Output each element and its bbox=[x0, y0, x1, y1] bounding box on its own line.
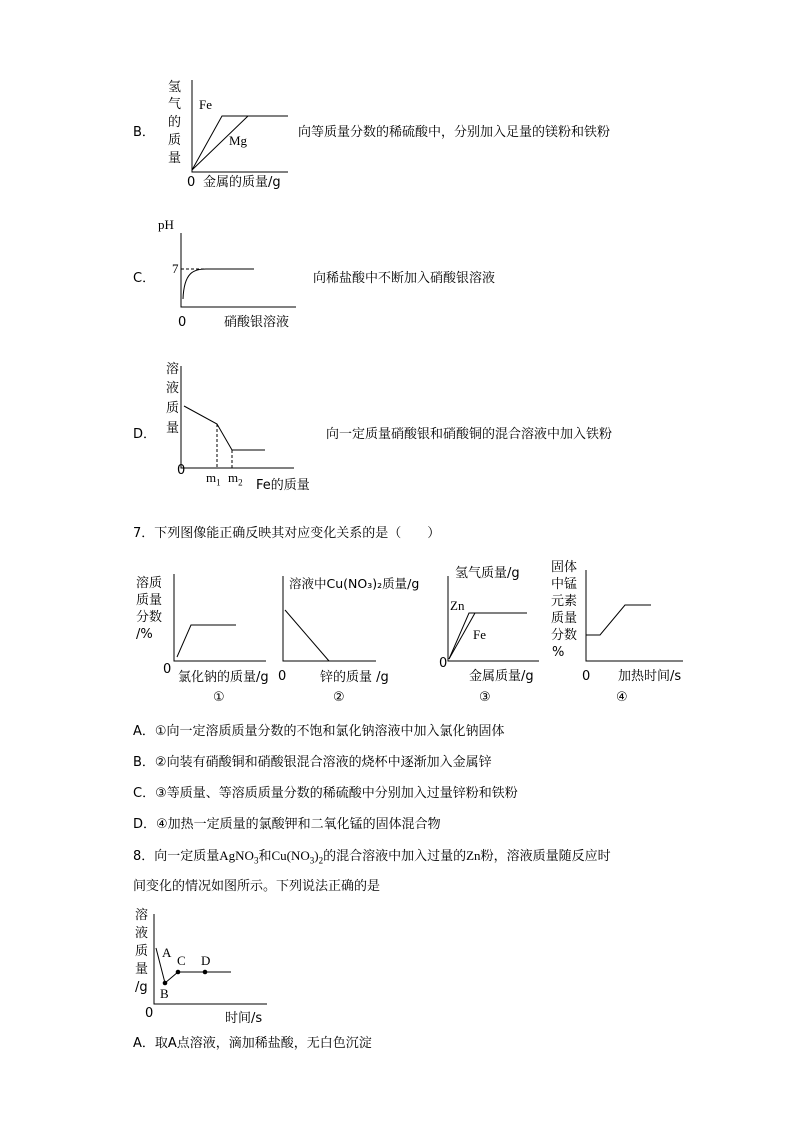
g3-line-zn bbox=[449, 613, 527, 659]
g1-xlabel: 氯化钠的质量/g bbox=[178, 670, 269, 685]
q8-point-d-label: D bbox=[201, 953, 211, 968]
q8-axes bbox=[154, 914, 267, 1004]
option-b-graph bbox=[192, 80, 288, 172]
g3-graph bbox=[448, 576, 539, 661]
g2-xlabel: 锌的质量 /g bbox=[320, 670, 389, 685]
g3-origin: 0 bbox=[439, 656, 448, 671]
g1-axes bbox=[174, 574, 266, 661]
option-b-xlabel: 金属的质量/g bbox=[203, 175, 281, 190]
g2-origin: 0 bbox=[278, 669, 287, 684]
option-b-ylabel-2: 气 bbox=[168, 97, 182, 112]
q7-option-c: C．③等质量、等溶质质量分数的稀硫酸中分别加入过量锌粉和铁粉 bbox=[133, 786, 518, 801]
g1-ylabel-2: 质量 bbox=[136, 593, 163, 608]
g4-graph bbox=[586, 570, 683, 661]
q8-point-c-label: C bbox=[177, 953, 186, 968]
g1-graph bbox=[174, 574, 266, 661]
q8-origin: 0 bbox=[145, 1006, 154, 1021]
option-b-ylabel-3: 的 bbox=[168, 115, 182, 130]
option-c-curve bbox=[183, 269, 254, 299]
q7-option-a: A．①向一定溶质质量分数的不饱和氯化钠溶液中加入氯化钠固体 bbox=[133, 724, 505, 739]
g2-ylabel: 溶液中Cu(NO₃)₂质量/g bbox=[289, 576, 420, 591]
g1-origin: 0 bbox=[163, 662, 172, 677]
option-d-graph bbox=[181, 366, 294, 468]
option-b-line-mg bbox=[192, 116, 248, 170]
option-b-axes bbox=[192, 80, 288, 172]
g3-xlabel: 金属质量/g bbox=[469, 669, 534, 684]
q8-ylabel-3: 质 bbox=[135, 944, 149, 959]
g3-number: ③ bbox=[479, 690, 491, 705]
option-b-series-mg: Mg bbox=[229, 133, 248, 148]
q8-stem-line1: 8．向一定质量AgNO$_3$和$Cu(NO_3)_2$的混合溶液中加入过量的Zn粉，溶液质量随反应时 bbox=[133, 848, 611, 866]
q7-option-d: D．④加热一定质量的氯酸钾和二氧化锰的固体混合物 bbox=[133, 817, 441, 832]
option-b-ylabel-1: 氢 bbox=[168, 80, 182, 95]
q8-point-a-label: A bbox=[162, 945, 172, 960]
option-d-ylabel-2: 液 bbox=[166, 381, 180, 396]
option-c-description: 向稀盐酸中不断加入硝酸银溶液 bbox=[313, 271, 496, 286]
g4-line bbox=[586, 605, 651, 635]
option-d-m2: $m_2$ bbox=[228, 470, 243, 488]
q8-stem-line2: 间变化的情况如图所示。下列说法正确的是 bbox=[133, 879, 381, 894]
option-d-axes bbox=[181, 366, 294, 468]
q8-line bbox=[156, 948, 231, 983]
q8-point-b bbox=[163, 981, 168, 986]
q8-point-b-label: B bbox=[160, 986, 169, 1001]
g2-line bbox=[285, 610, 329, 661]
g4-number: ④ bbox=[616, 690, 628, 705]
q8-ylabel-1: 溶 bbox=[135, 908, 149, 923]
q8-option-a: A．取A点溶液，滴加稀盐酸，无白色沉淀 bbox=[133, 1036, 372, 1051]
g4-ylabel-4: 质量 bbox=[551, 611, 578, 626]
option-d-xlabel: Fe的质量 bbox=[256, 478, 310, 493]
option-d-ylabel-3: 质 bbox=[166, 401, 180, 416]
option-d-ylabel-1: 溶 bbox=[166, 362, 180, 377]
q8-point-c bbox=[176, 970, 181, 975]
option-b-ylabel-5: 量 bbox=[168, 151, 182, 166]
q8-ylabel-5: /g bbox=[135, 980, 148, 995]
q8-ylabel-4: 量 bbox=[135, 962, 149, 977]
g2-graph bbox=[283, 576, 376, 661]
q8-graph bbox=[154, 914, 267, 1004]
option-b-origin: 0 bbox=[187, 175, 196, 190]
g1-ylabel-4: /% bbox=[136, 627, 153, 642]
option-c-graph bbox=[181, 233, 296, 307]
g3-series-zn: Zn bbox=[450, 598, 465, 613]
g4-ylabel-6: % bbox=[552, 645, 565, 660]
g2-axes bbox=[283, 576, 376, 661]
option-c-ylabel: pH bbox=[158, 217, 174, 232]
option-b-letter: B． bbox=[133, 125, 155, 140]
option-c-origin: 0 bbox=[178, 315, 187, 330]
option-b-description: 向等质量分数的稀硫酸中，分别加入足量的镁粉和铁粉 bbox=[298, 125, 611, 140]
q8-xlabel: 时间/s bbox=[225, 1011, 263, 1026]
g4-axes bbox=[586, 570, 683, 661]
g3-line-fe bbox=[449, 613, 475, 659]
option-d-letter: D． bbox=[133, 427, 157, 442]
option-c-letter: C． bbox=[133, 271, 156, 286]
q8-point-d bbox=[203, 970, 208, 975]
g2-number: ② bbox=[333, 690, 345, 705]
option-d-m1: $m_1$ bbox=[206, 470, 221, 488]
option-d-line bbox=[184, 406, 265, 450]
g1-line bbox=[177, 625, 236, 657]
g4-ylabel-2: 中锰 bbox=[551, 577, 578, 592]
g1-ylabel-3: 分数 bbox=[136, 610, 163, 625]
option-c-xlabel: 硝酸银溶液 bbox=[224, 315, 290, 330]
option-b-series-fe: Fe bbox=[199, 97, 212, 112]
option-b-ylabel-4: 质 bbox=[168, 133, 182, 148]
option-d-ylabel-4: 量 bbox=[166, 421, 180, 436]
g4-ylabel-3: 元素 bbox=[551, 594, 578, 609]
g1-ylabel-1: 溶质 bbox=[136, 576, 163, 591]
g1-number: ① bbox=[213, 690, 225, 705]
g3-series-fe: Fe bbox=[473, 627, 486, 642]
g4-ylabel-1: 固体 bbox=[551, 560, 578, 575]
q7-option-b: B．②向装有硝酸铜和硝酸银混合溶液的烧杯中逐渐加入金属锌 bbox=[133, 755, 492, 770]
g4-xlabel: 加热时间/s bbox=[618, 669, 682, 684]
option-c-tick-7: 7 bbox=[172, 261, 179, 276]
option-d-origin: 0 bbox=[177, 463, 186, 478]
g3-axes bbox=[448, 576, 539, 661]
q8-ylabel-2: 液 bbox=[135, 926, 149, 941]
g4-ylabel-5: 分数 bbox=[551, 628, 578, 643]
g3-ylabel: 氢气质量/g bbox=[455, 566, 520, 581]
option-d-description: 向一定质量硝酸银和硝酸铜的混合溶液中加入铁粉 bbox=[326, 427, 613, 442]
g4-origin: 0 bbox=[582, 669, 591, 684]
q7-stem: 7．下列图像能正确反映其对应变化关系的是（ ） bbox=[133, 526, 441, 541]
